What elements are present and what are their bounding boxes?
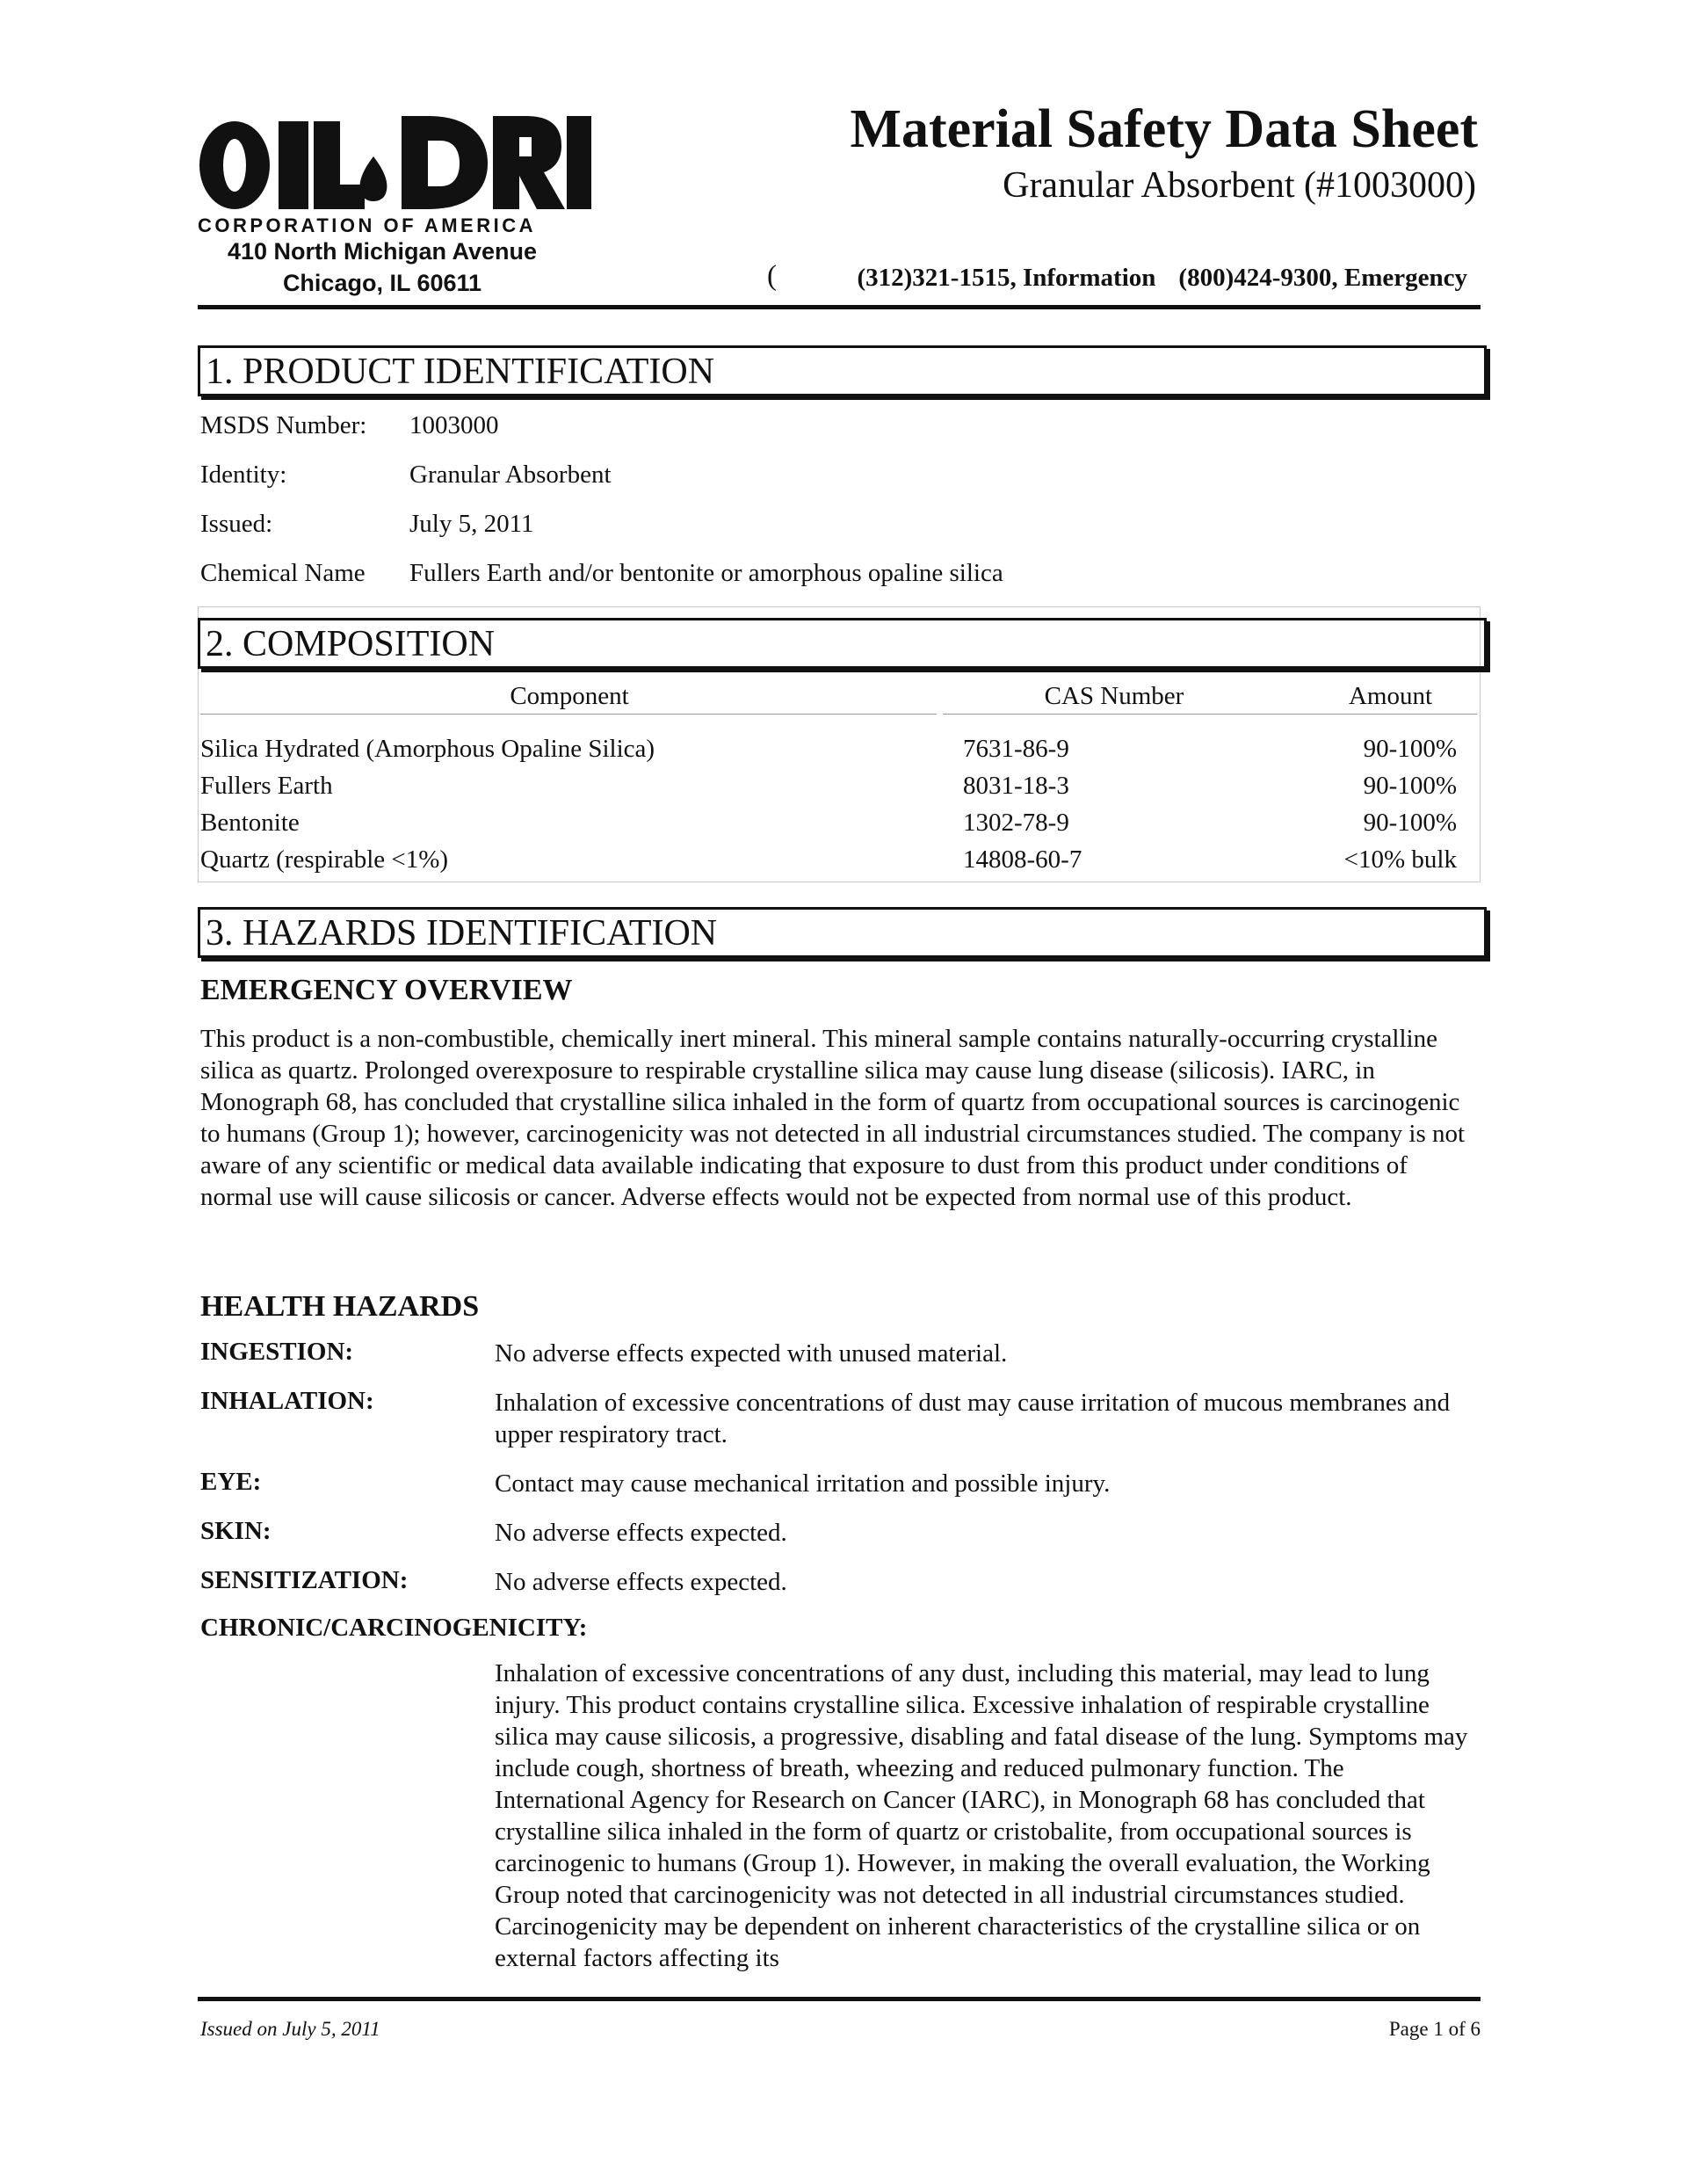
field-value: Granular Absorbent xyxy=(409,461,612,489)
hazard-label-eye: EYE: xyxy=(200,1468,262,1496)
header-divider xyxy=(198,305,1481,309)
company-logo xyxy=(198,97,593,237)
footer-issued-date: Issued on July 5, 2011 xyxy=(200,2018,380,2040)
field-label: Issued: xyxy=(200,510,273,538)
component-name: Silica Hydrated (Amorphous Opaline Silica) xyxy=(200,735,655,763)
amount: 90-100% xyxy=(1363,809,1457,837)
footer-divider xyxy=(198,1997,1481,2001)
cas-number: 1302-78-9 xyxy=(963,809,1069,837)
section-heading-composition: 2. COMPOSITION xyxy=(198,618,1487,669)
field-value: July 5, 2011 xyxy=(409,510,534,538)
hazard-label-chronic-carcinogenicity: CHRONIC/CARCINOGENICITY: xyxy=(200,1614,588,1642)
footer-page-number: Page 1 of 6 xyxy=(1388,2018,1481,2040)
header-underline xyxy=(200,714,937,715)
identity-row xyxy=(200,461,612,490)
column-header-cas: CAS Number xyxy=(1044,682,1184,710)
emergency-overview-heading: EMERGENCY OVERVIEW xyxy=(200,974,573,1006)
component-name: Quartz (respirable <1%) xyxy=(200,845,449,874)
hazard-text-skin: No adverse effects expected. xyxy=(495,1519,787,1547)
component-name: Fullers Earth xyxy=(200,772,333,800)
hazard-text-sensitization: No adverse effects expected. xyxy=(495,1568,787,1596)
phone-numbers xyxy=(857,264,1467,293)
cas-number: 8031-18-3 xyxy=(963,772,1069,800)
header-underline xyxy=(943,714,1477,715)
field-label: MSDS Number: xyxy=(200,411,367,439)
amount: 90-100% xyxy=(1363,735,1457,763)
hazard-text-chronic-carcinogenicity: Inhalation of excessive concentrations of any dust, including this material, may lead to lung injury. This product contains crystalline silica. Excessive inhalation of respirable crystalline silica may cause silicosis, a progressive, disabling and fatal disease of the lung. Symptoms may include cough, shortness of breath, wheezing and reduced pulmonary function. The International Agency for Research on Cancer (IARC), in Monograph 68 has concluded that crystalline silica inhaled in the form of quartz or cristobalite, from occupational sources is carcinogenic to humans (Group 1). However, in making the overall evaluation, the Working Group noted that carcinogenicity was not detected in all industrial circumstances studied. Carcinogenicity may be dependent on inherent characteristics of the crystalline silica or on external factors affecting its xyxy=(495,1659,1468,1972)
column-header-amount: Amount xyxy=(1348,682,1432,710)
hazard-label-inhalation: INHALATION: xyxy=(200,1387,374,1415)
section-heading-hazards-identification: 3. HAZARDS IDENTIFICATION xyxy=(198,907,1487,958)
hazard-label-sensitization: SENSITIZATION: xyxy=(200,1566,409,1594)
document-subtitle: Granular Absorbent (#1003000) xyxy=(1003,165,1476,206)
component-name: Bentonite xyxy=(200,809,300,837)
hazard-label-skin: SKIN: xyxy=(200,1517,272,1545)
hazard-label-ingestion: INGESTION: xyxy=(200,1338,354,1366)
issued-row xyxy=(200,510,534,539)
msds-number-row xyxy=(200,411,499,440)
phone-emergency: (800)424-9300, Emergency xyxy=(1178,264,1467,292)
field-label: Chemical Name xyxy=(200,559,366,587)
oil-dri-logo-mark xyxy=(198,97,593,211)
section-heading-product-identification: 1. PRODUCT IDENTIFICATION xyxy=(198,345,1487,396)
field-value: Fullers Earth and/or bentonite or amorphous opaline silica xyxy=(409,559,1003,587)
chemical-name-row xyxy=(200,559,1003,588)
field-label: Identity: xyxy=(200,461,287,489)
phone-icon: ( xyxy=(767,260,777,292)
hazard-text-ingestion: No adverse effects expected with unused material. xyxy=(495,1339,1008,1368)
hazard-text-inhalation: Inhalation of excessive concentrations of dust may cause irritation of mucous membranes and upper respiratory tract. xyxy=(495,1389,1451,1448)
document-title: Material Safety Data Sheet xyxy=(850,99,1478,159)
health-hazards-heading: HEALTH HAZARDS xyxy=(200,1290,480,1323)
address-city: Chicago, IL 60611 xyxy=(282,270,482,296)
cas-number: 7631-86-9 xyxy=(963,735,1069,763)
amount: 90-100% xyxy=(1363,772,1457,800)
field-value: 1003000 xyxy=(409,411,499,439)
address-street: 410 North Michigan Avenue xyxy=(227,238,538,265)
cas-number: 14808-60-7 xyxy=(963,845,1082,874)
emergency-overview-text: This product is a non-combustible, chemically inert mineral. This mineral sample contains naturally-occurring crystalline silica as quartz. Prolonged overexposure to respirable crystalline silica may cause lung disease (silicosis). IARC, in Monograph 68, has concluded that crystalline silica inhaled in the form of quartz from occupational sources is carcinogenic to humans (Group 1); however, carcinogenicity was not detected in all industrial circumstances studied. The company is not aware of any scientific or medical data available indicating that exposure to dust from this product under conditions of normal use will cause silicosis or cancer. Adverse effects would not be expected from normal use of this product. xyxy=(200,1025,1466,1211)
column-header-component: Component xyxy=(510,682,629,710)
phone-information: (312)321-1515, Information xyxy=(857,264,1156,292)
amount: <10% bulk xyxy=(1343,845,1457,874)
corporation-name: CORPORATION OF AMERICA xyxy=(198,214,536,236)
hazard-text-eye: Contact may cause mechanical irritation and possible injury. xyxy=(495,1469,1111,1498)
